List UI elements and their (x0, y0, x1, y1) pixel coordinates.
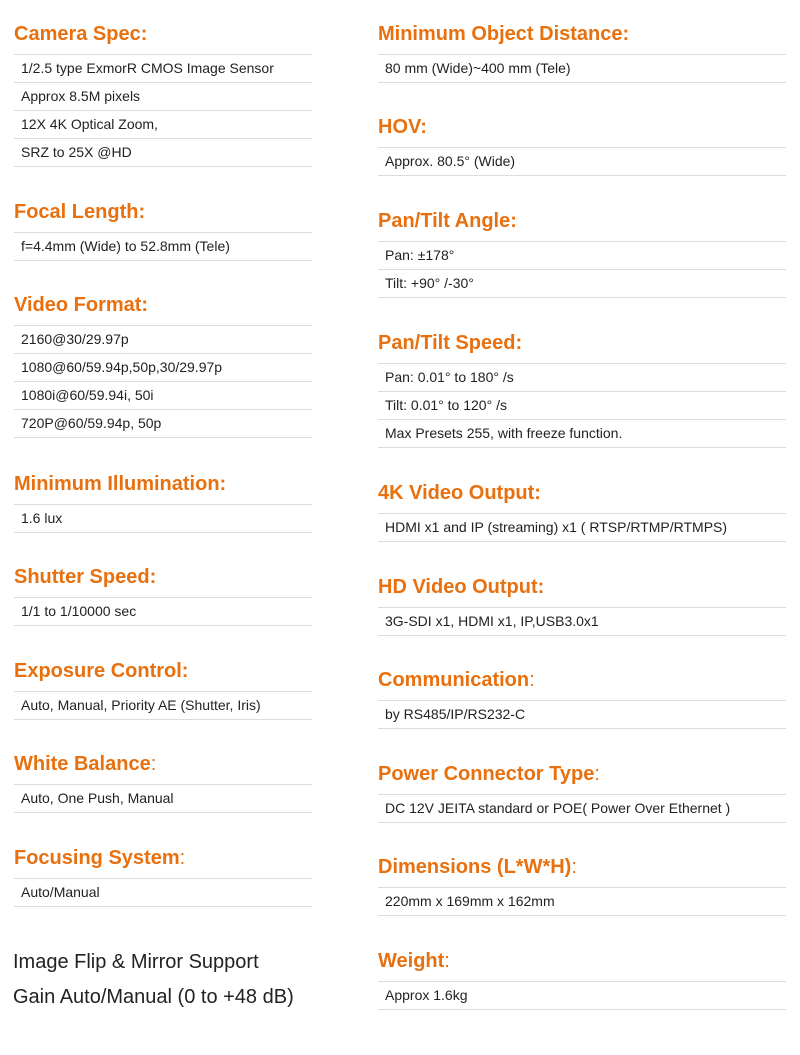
spec-heading-colon: : (571, 856, 577, 878)
spec-heading-minimum-object-distance (378, 22, 629, 46)
spec-heading-text: Dimensions (L*W*H) (378, 856, 572, 878)
spec-row: 1080@60/59.94p,50p,30/29.97p (14, 354, 312, 382)
spec-heading-text: Power Connector Type (378, 763, 595, 785)
spec-rows (378, 54, 786, 83)
spec-row: 2160@30/29.97p (14, 326, 312, 354)
spec-heading-text: HOV: (378, 116, 427, 138)
spec-row: Approx. 80.5° (Wide) (378, 148, 786, 176)
spec-heading-weight (378, 949, 450, 973)
spec-heading-colon: : (594, 763, 600, 785)
spec-row: HDMI x1 and IP (streaming) x1 ( RTSP/RTMP/RTMPS) (378, 514, 786, 542)
extra-features (13, 950, 294, 1020)
spec-heading-shutter-speed (14, 565, 156, 589)
spec-heading-text: Focal Length: (14, 201, 146, 223)
spec-heading-text: Communication (378, 669, 530, 691)
spec-row: f=4.4mm (Wide) to 52.8mm (Tele) (14, 233, 312, 261)
spec-heading-text: HD Video Output: (378, 576, 545, 598)
spec-rows (378, 887, 786, 916)
spec-row: 220mm x 169mm x 162mm (378, 888, 786, 916)
spec-heading-hov (378, 115, 427, 139)
spec-rows (14, 325, 312, 438)
spec-row: 1080i@60/59.94i, 50i (14, 382, 312, 410)
extra-feature-flip-mirror: Image Flip & Mirror Support (13, 951, 259, 973)
spec-heading-4k-video-output (378, 481, 541, 505)
spec-heading-text: Shutter Speed: (14, 566, 157, 588)
spec-rows (14, 784, 312, 813)
spec-heading-camera-spec (14, 22, 147, 46)
spec-heading-white-balance (14, 752, 156, 776)
spec-row: DC 12V JEITA standard or POE( Power Over Ethernet ) (378, 795, 786, 823)
spec-heading-colon: : (529, 669, 535, 691)
spec-rows (378, 981, 786, 1010)
spec-row: Tilt: 0.01° to 120° /s (378, 392, 786, 420)
spec-row: 1.6 lux (14, 505, 312, 533)
spec-heading-communication (378, 668, 535, 692)
spec-heading-text: Pan/Tilt Speed: (378, 332, 523, 354)
spec-heading-colon: : (150, 753, 157, 775)
spec-rows (378, 363, 786, 448)
spec-heading-text: Focusing System (14, 847, 180, 869)
spec-heading-hd-video-output (378, 575, 544, 599)
spec-heading-power-connector-type (378, 762, 600, 786)
spec-heading-video-format (14, 293, 148, 317)
spec-row: Auto, One Push, Manual (14, 785, 312, 813)
spec-heading-text: White Balance (14, 753, 151, 775)
spec-row: 1/1 to 1/10000 sec (14, 598, 312, 626)
spec-heading-text: Minimum Illumination: (14, 473, 227, 495)
extra-feature-gain: Gain Auto/Manual (0 to +48 dB) (13, 986, 294, 1008)
spec-row: Pan: 0.01° to 180° /s (378, 364, 786, 392)
spec-heading-text: Weight (378, 950, 445, 972)
spec-rows (378, 147, 786, 176)
spec-heading-pan-tilt-speed (378, 331, 522, 355)
spec-row: 720P@60/59.94p, 50p (14, 410, 312, 438)
spec-row: 80 mm (Wide)~400 mm (Tele) (378, 55, 786, 83)
spec-heading-text: Exposure Control: (14, 660, 189, 682)
spec-heading-minimum-illumination (14, 472, 226, 496)
spec-heading-focal-length (14, 200, 145, 224)
spec-rows (14, 878, 312, 907)
spec-rows (14, 54, 312, 167)
spec-heading-text: Pan/Tilt Angle: (378, 210, 517, 232)
spec-row: SRZ to 25X @HD (14, 139, 312, 167)
spec-rows (14, 232, 312, 261)
spec-heading-colon: : (179, 847, 186, 869)
spec-row: Tilt: +90° /-30° (378, 270, 786, 298)
spec-heading-text: Camera Spec: (14, 23, 148, 45)
spec-row: Approx 8.5M pixels (14, 83, 312, 111)
spec-row: Max Presets 255, with freeze function. (378, 420, 786, 448)
spec-heading-exposure-control (14, 659, 188, 683)
spec-row: 12X 4K Optical Zoom, (14, 111, 312, 139)
spec-row: 1/2.5 type ExmorR CMOS Image Sensor (14, 55, 312, 83)
spec-rows (378, 513, 786, 542)
spec-rows (14, 597, 312, 626)
spec-heading-text: Video Format: (14, 294, 149, 316)
spec-heading-colon: : (444, 950, 450, 972)
spec-rows (378, 241, 786, 298)
spec-rows (14, 691, 312, 720)
spec-rows (14, 504, 312, 533)
spec-rows (378, 607, 786, 636)
spec-heading-focusing-system (14, 846, 185, 870)
spec-rows (378, 794, 786, 823)
spec-rows (378, 700, 786, 729)
spec-row: 3G-SDI x1, HDMI x1, IP,USB3.0x1 (378, 608, 786, 636)
spec-heading-text: Minimum Object Distance: (378, 23, 630, 45)
spec-row: Auto/Manual (14, 879, 312, 907)
spec-heading-pan-tilt-angle (378, 209, 517, 233)
spec-row: Approx 1.6kg (378, 982, 786, 1010)
spec-heading-text: 4K Video Output: (378, 482, 541, 504)
spec-row: Pan: ±178° (378, 242, 786, 270)
spec-row: Auto, Manual, Priority AE (Shutter, Iris) (14, 692, 312, 720)
spec-row: by RS485/IP/RS232-C (378, 701, 786, 729)
spec-heading-dimensions-l-w-h (378, 855, 577, 879)
